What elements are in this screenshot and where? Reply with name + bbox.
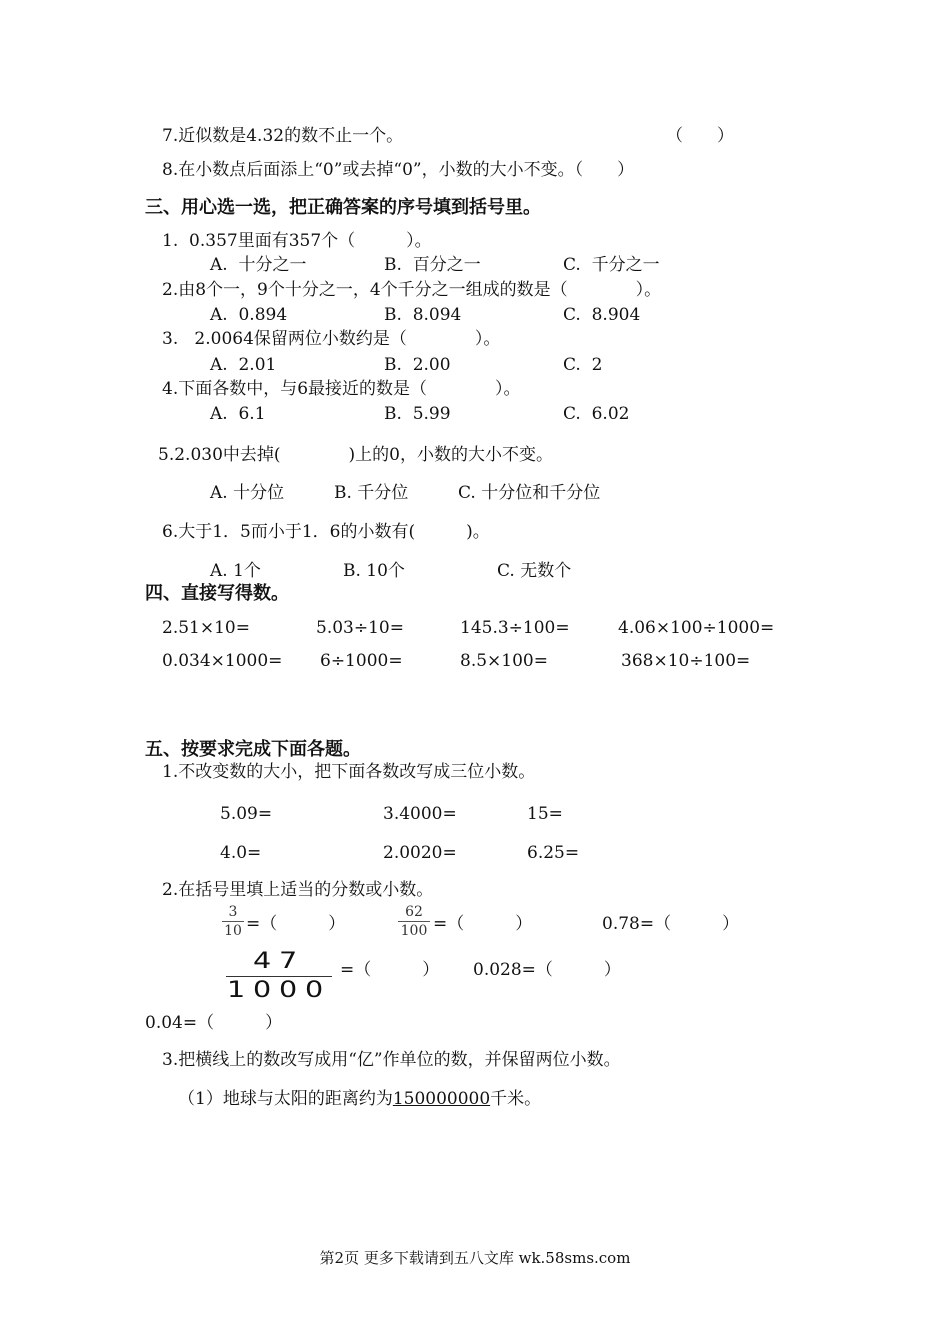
calc-item: 6÷1000=	[320, 651, 403, 671]
rewrite-item: 3.4000=	[383, 804, 457, 824]
decimal-item: 0.028=（ ）	[473, 960, 621, 980]
calc-item: 0.034×1000=	[162, 651, 283, 671]
p3-q4-option-a: A. 6.1	[210, 404, 266, 424]
p3-q6: 6.大于1．5而小于1．6的小数有( )。	[162, 522, 490, 542]
p5-q3-sub1-prefix: （1）地球与太阳的距离约为	[178, 1089, 393, 1109]
p3-q1-option-a: A. 十分之一	[210, 255, 307, 275]
p3-q3-option-b: B. 2.00	[384, 355, 451, 375]
calc-item: 5.03÷10=	[316, 618, 404, 638]
p5-q3: 3.把横线上的数改写成用“亿”作单位的数，并保留两位小数。	[162, 1050, 621, 1070]
p3-q1-option-c: C. 千分之一	[563, 255, 660, 275]
decimal-item: 0.04=（ ）	[145, 1013, 283, 1033]
calc-item: 368×10÷100=	[621, 651, 751, 671]
underlined-number: 150000000	[392, 1089, 491, 1109]
p3-q5-option-b: B. 千分位	[334, 483, 409, 503]
fraction-3-10	[222, 905, 244, 938]
q7-text: 7.近似数是4.32的数不止一个。	[162, 126, 404, 146]
p5-q3-sub1	[178, 1091, 541, 1108]
q7-answer-paren: （ ）	[666, 126, 734, 146]
section5-heading: 五、按要求完成下面各题。	[145, 739, 361, 760]
p3-q5-option-c: C. 十分位和千分位	[458, 483, 601, 503]
fraction-bar	[222, 921, 244, 922]
p3-q5: 5.2.030中去掉( )上的0，小数的大小不变。	[158, 445, 553, 465]
rewrite-item: 6.25=	[527, 843, 580, 863]
p3-q4: 4.下面各数中，与6最接近的数是（ ）。	[162, 379, 521, 399]
fraction-denominator: 1000	[227, 978, 331, 1003]
p5-q1: 1.不改变数的大小，把下面各数改写成三位小数。	[162, 762, 536, 782]
rewrite-item: 2.0020=	[383, 843, 457, 863]
fraction-answer-paren: =（ ）	[340, 960, 440, 980]
p3-q2-option-c: C. 8.904	[563, 305, 641, 325]
p3-q2-option-b: B. 8.094	[384, 305, 462, 325]
fraction-47-1000	[226, 951, 332, 1002]
fraction-numerator: 3	[228, 904, 238, 920]
p5-q2: 2.在括号里填上适当的分数或小数。	[162, 880, 434, 900]
p3-q3-option-a: A. 2.01	[210, 355, 277, 375]
rewrite-item: 4.0=	[220, 843, 262, 863]
rewrite-item: 5.09=	[220, 804, 273, 824]
decimal-item: 0.78=（ ）	[602, 914, 740, 934]
page-footer: 第2页 更多下载请到五八文库 wk.58sms.com	[319, 1249, 631, 1267]
p3-q6-option-b: B. 10个	[343, 561, 405, 581]
calc-item: 2.51×10=	[162, 618, 250, 638]
p3-q1-option-b: B. 百分之一	[384, 255, 481, 275]
fraction-denominator: 10	[224, 923, 242, 939]
q8-text: 8.在小数点后面添上“0”或去掉“0”，小数的大小不变。（ ）	[162, 160, 635, 180]
p3-q2: 2.由8个一，9个十分之一，4个千分之一组成的数是（ ）。	[162, 280, 662, 300]
fraction-bar	[226, 976, 332, 977]
rewrite-item: 15=	[527, 804, 563, 824]
section4-heading: 四、直接写得数。	[145, 583, 289, 604]
p3-q4-option-c: C. 6.02	[563, 404, 630, 424]
fraction-answer-paren: =（ ）	[433, 914, 533, 934]
fraction-numerator: 47	[253, 949, 305, 974]
fraction-bar	[398, 921, 430, 922]
p3-q5-option-a: A. 十分位	[210, 483, 285, 503]
p3-q6-option-a: A. 1个	[210, 561, 261, 581]
calc-item: 8.5×100=	[460, 651, 548, 671]
p5-q3-sub1-suffix: 千米。	[490, 1089, 542, 1109]
p3-q3: 3. 2.0064保留两位小数约是（ ）。	[162, 329, 501, 349]
fraction-62-100	[398, 905, 430, 938]
section3-heading: 三、用心选一选，把正确答案的序号填到括号里。	[145, 197, 541, 218]
fraction-denominator: 100	[400, 923, 428, 939]
p3-q1: 1. 0.357里面有357个（ ）。	[162, 231, 432, 251]
p3-q2-option-a: A. 0.894	[210, 305, 288, 325]
p3-q6-option-c: C. 无数个	[497, 561, 572, 581]
fraction-answer-paren: =（ ）	[246, 914, 346, 934]
fraction-numerator: 62	[405, 904, 423, 920]
calc-item: 4.06×100÷1000=	[618, 618, 775, 638]
p3-q4-option-b: B. 5.99	[384, 404, 451, 424]
calc-item: 145.3÷100=	[460, 618, 570, 638]
p3-q3-option-c: C. 2	[563, 355, 603, 375]
